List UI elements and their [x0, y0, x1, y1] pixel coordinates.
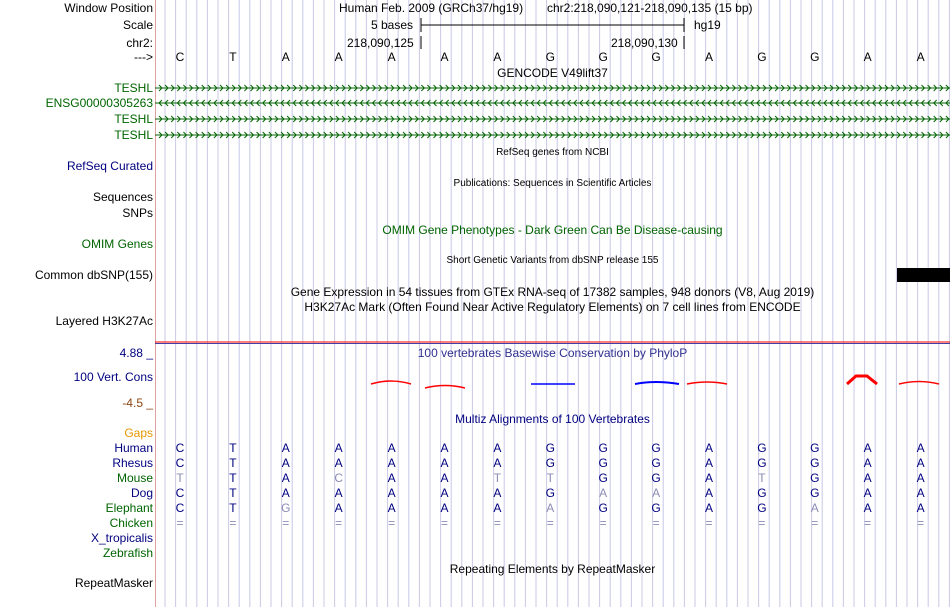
alignment-base: C	[175, 486, 185, 500]
alignment-base: =	[811, 516, 819, 530]
scale-text: 5 bases	[371, 18, 414, 32]
alignment-base: A	[387, 441, 396, 455]
strand-label[interactable]: --->	[134, 50, 153, 64]
gencode-transcript[interactable]	[155, 85, 950, 91]
h3k-label[interactable]: Layered H3K27Ac	[55, 314, 153, 328]
gencode-transcript[interactable]	[155, 116, 950, 122]
alignment-base: T	[176, 471, 184, 485]
alignment-base: =	[493, 516, 501, 530]
window-position-label[interactable]: Window Position	[64, 1, 153, 15]
alignment-base: T	[229, 471, 237, 485]
dbsnp-variant[interactable]	[897, 268, 950, 282]
alignment-base: A	[440, 486, 449, 500]
alignment-base: G	[757, 501, 767, 515]
alignment-base: A	[704, 456, 713, 470]
alignment-base: T	[229, 456, 237, 470]
omim-label[interactable]: OMIM Genes	[81, 237, 153, 251]
alignment-base: G	[651, 501, 661, 515]
alignment-base: A	[334, 441, 343, 455]
alignment-base: A	[281, 456, 290, 470]
alignment-base: =	[282, 516, 290, 530]
alignment-base: A	[387, 456, 396, 470]
alignment-base: T	[229, 486, 237, 500]
reference-base: C	[175, 50, 185, 64]
alignment-base: A	[810, 501, 819, 515]
alignment-base: =	[864, 516, 872, 530]
species-label[interactable]: Rhesus	[112, 456, 153, 470]
species-label[interactable]: Human	[114, 441, 153, 455]
alignment-base: =	[335, 516, 343, 530]
alignment-base: =	[758, 516, 766, 530]
phylop-min: -4.5 _	[122, 396, 153, 410]
alignment-base: G	[545, 441, 555, 455]
refseq-label[interactable]: RefSeq Curated	[66, 159, 153, 173]
gencode-transcript-label[interactable]: TESHL	[114, 128, 153, 142]
alignment-base: G	[651, 441, 661, 455]
alignment-base: A	[916, 501, 925, 515]
alignment-base: A	[281, 486, 290, 500]
phylop-label[interactable]: 100 Vert. Cons	[73, 370, 153, 384]
alignment-base: A	[863, 441, 872, 455]
repeat-title[interactable]: Repeating Elements by RepeatMasker	[449, 562, 656, 576]
alignment-base: A	[599, 486, 608, 500]
h3k-title[interactable]: H3K27Ac Mark (Often Found Near Active Regulatory Elements) on 7 cell lines from ENCODE	[304, 300, 801, 314]
alignment-base: A	[916, 471, 925, 485]
alignment-base: A	[704, 501, 713, 515]
gtex-title[interactable]: Gene Expression in 54 tissues from GTEx RNA-seq of 17382 samples, 948 donors (V8, Aug 2019)	[290, 285, 815, 299]
alignment-base: =	[388, 516, 396, 530]
dbsnp-title[interactable]: Short Genetic Variants from dbSNP release 155	[446, 255, 659, 266]
alignment-base: G	[598, 441, 608, 455]
alignment-base: A	[546, 501, 555, 515]
tick-right: 218,090,130	[611, 36, 678, 50]
publications-title[interactable]: Publications: Sequences in Scientific Articles	[453, 178, 652, 189]
alignment-base: G	[757, 456, 767, 470]
alignment-base: A	[863, 456, 872, 470]
reference-base: A	[704, 50, 713, 64]
scale-label[interactable]: Scale	[122, 18, 153, 32]
tick-left: 218,090,125	[347, 36, 414, 50]
db-text: hg19	[694, 18, 721, 32]
multiz-title[interactable]: Multiz Alignments of 100 Vertebrates	[455, 412, 650, 426]
reference-base: A	[387, 50, 396, 64]
gaps-label[interactable]: Gaps	[124, 426, 153, 440]
alignment-base: G	[598, 471, 608, 485]
alignment-base: C	[175, 456, 185, 470]
alignment-base: T	[229, 501, 237, 515]
alignment-base: A	[916, 456, 925, 470]
reference-base: G	[598, 50, 608, 64]
gencode-transcript[interactable]	[155, 132, 950, 138]
reference-base: G	[757, 50, 767, 64]
alignment-base: T	[758, 471, 766, 485]
alignment-base: A	[440, 456, 449, 470]
reference-base: A	[493, 50, 502, 64]
alignment-base: A	[440, 501, 449, 515]
alignment-base: A	[334, 501, 343, 515]
reference-base: G	[810, 50, 820, 64]
alignment-base: A	[916, 441, 925, 455]
species-label[interactable]: Zebrafish	[102, 546, 153, 560]
repeat-label[interactable]: RepeatMasker	[74, 576, 153, 590]
alignment-base: G	[757, 441, 767, 455]
alignment-base: A	[440, 471, 449, 485]
alignment-base: A	[387, 486, 396, 500]
alignment-base: A	[863, 486, 872, 500]
alignment-base: G	[545, 456, 555, 470]
alignment-base: A	[493, 456, 502, 470]
alignment-base: A	[387, 471, 396, 485]
alignment-base: A	[916, 486, 925, 500]
alignment-base: =	[440, 516, 448, 530]
alignment-base: =	[917, 516, 925, 530]
alignment-base: =	[229, 516, 237, 530]
reference-base: A	[281, 50, 290, 64]
alignment-base: C	[334, 471, 344, 485]
refseq-title[interactable]: RefSeq genes from NCBI	[496, 147, 609, 158]
alignment-base: A	[440, 441, 449, 455]
alignment-base: =	[652, 516, 660, 530]
snps-label[interactable]: SNPs	[122, 206, 153, 220]
alignment-base: A	[281, 471, 290, 485]
sequences-label[interactable]: Sequences	[92, 190, 153, 204]
reference-base: A	[916, 50, 925, 64]
phylop-signal[interactable]	[371, 376, 939, 388]
alignment-base: A	[493, 501, 502, 515]
phylop-max: 4.88 _	[119, 346, 153, 360]
alignment-base: A	[334, 456, 343, 470]
reference-base: T	[229, 50, 237, 64]
alignment-base: A	[863, 501, 872, 515]
reference-base: A	[440, 50, 449, 64]
alignment-base: G	[651, 456, 661, 470]
alignment-base: =	[176, 516, 184, 530]
alignment-base: G	[598, 456, 608, 470]
species-label[interactable]: Mouse	[116, 471, 153, 485]
alignment-base: A	[493, 486, 502, 500]
reference-base: A	[334, 50, 343, 64]
gencode-transcript[interactable]	[155, 100, 950, 106]
alignment-base: G	[810, 441, 820, 455]
gencode-transcript-label[interactable]: TESHL	[114, 81, 153, 95]
reference-base: G	[651, 50, 661, 64]
species-label[interactable]: Chicken	[109, 516, 153, 530]
alignment-base: T	[229, 441, 237, 455]
assembly-text: Human Feb. 2009 (GRCh37/hg19)	[339, 1, 524, 15]
alignment-base: G	[757, 486, 767, 500]
alignment-base: A	[493, 441, 502, 455]
alignment-base: =	[705, 516, 713, 530]
chr-label[interactable]: chr2:	[126, 36, 153, 50]
alignment-base: T	[546, 471, 554, 485]
alignment-base: G	[810, 456, 820, 470]
alignment-base: T	[493, 471, 502, 485]
gencode-transcript-label[interactable]: TESHL	[114, 112, 153, 126]
alignment-base: A	[387, 501, 396, 515]
gencode-title[interactable]: GENCODE V49lift37	[497, 66, 608, 80]
alignment-base: A	[281, 441, 290, 455]
alignment-base: A	[652, 486, 661, 500]
alignment-base: A	[704, 471, 713, 485]
species-label[interactable]: X_tropicalis	[90, 531, 153, 545]
omim-title[interactable]: OMIM Gene Phenotypes - Dark Green Can Be Disease-causing	[382, 223, 723, 237]
alignment-base: C	[175, 501, 185, 515]
alignment-base: A	[334, 486, 343, 500]
alignment-base: =	[599, 516, 607, 530]
alignment-base: G	[810, 471, 820, 485]
alignment-base: G	[545, 486, 555, 500]
reference-base: G	[545, 50, 555, 64]
species-label[interactable]: Dog	[130, 486, 153, 500]
reference-base: A	[863, 50, 872, 64]
dbsnp-label[interactable]: Common dbSNP(155)	[34, 268, 153, 282]
species-label[interactable]: Elephant	[105, 501, 153, 515]
alignment-base: G	[651, 471, 661, 485]
alignment-base: A	[704, 486, 713, 500]
alignment-base: C	[175, 441, 185, 455]
alignment-base: G	[281, 501, 291, 515]
alignment-base: G	[810, 486, 820, 500]
position-text: chr2:218,090,121-218,090,135 (15 bp)	[547, 1, 753, 15]
alignment-base: =	[546, 516, 554, 530]
phylop-title[interactable]: 100 vertebrates Basewise Conservation by PhyloP	[417, 346, 688, 360]
gencode-transcript-label[interactable]: ENSG00000305263	[45, 96, 153, 110]
alignment-base: A	[863, 471, 872, 485]
alignment-base: A	[704, 441, 713, 455]
alignment-base: G	[598, 501, 608, 515]
